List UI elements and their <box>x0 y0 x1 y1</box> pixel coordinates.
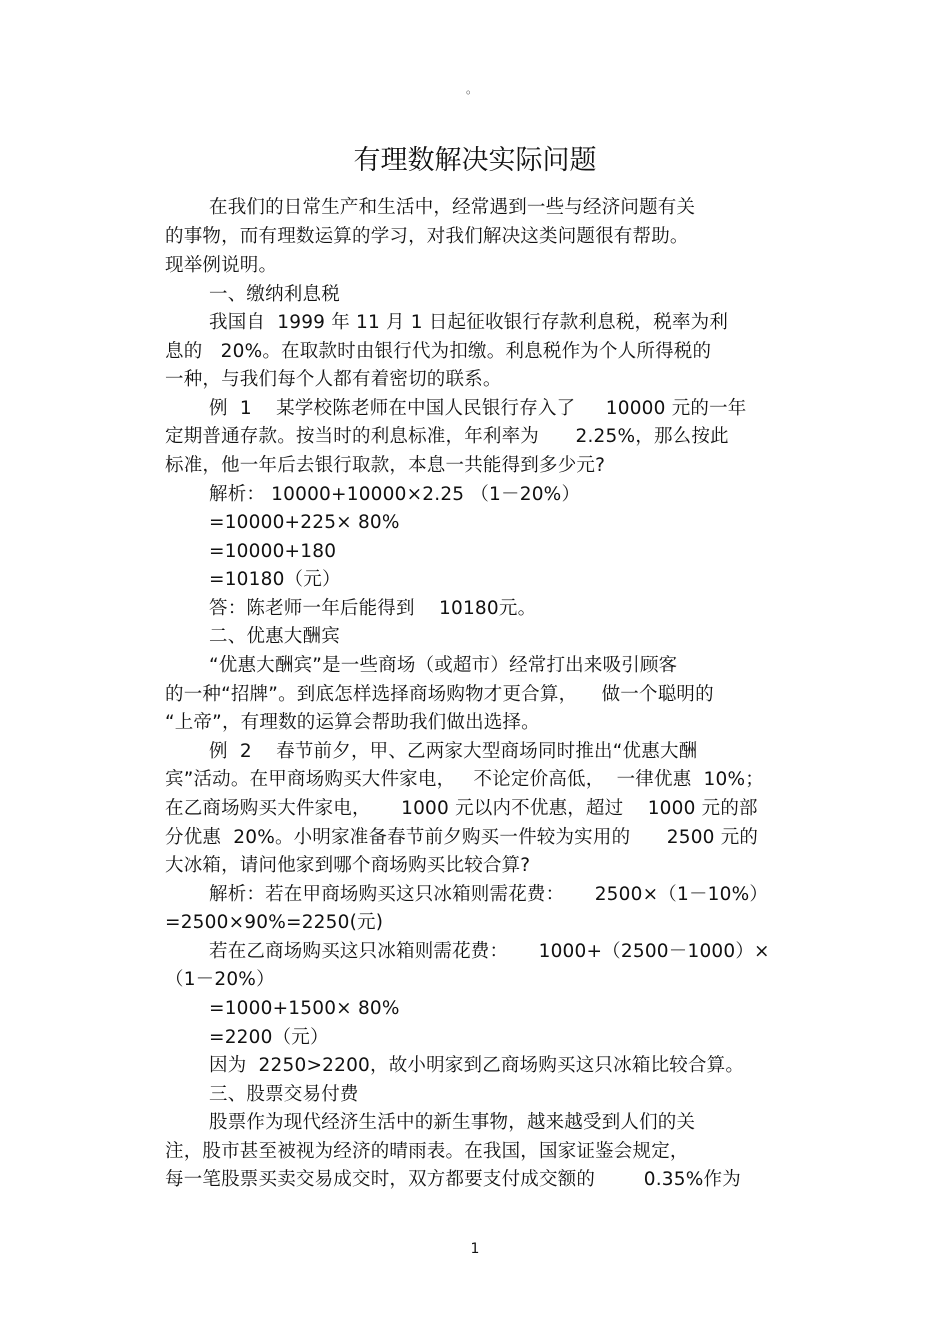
section-heading: 二、优惠大酬宾 <box>209 626 340 647</box>
paragraph-line: 现举例说明。 <box>165 255 278 276</box>
paragraph-line: 每一笔股票买卖交易成交时，双方都要支付成交额的 0.35%作为 <box>165 1169 741 1190</box>
page-number: 1 <box>470 1241 480 1257</box>
formula-line: =2200（元） <box>209 1027 329 1048</box>
paragraph-line: 我国自 1999 年 11 月 1 日起征收银行存款利息税，税率为利 <box>209 312 729 333</box>
formula-line: =10000+225× 80% <box>209 512 400 533</box>
paragraph-line: 股票作为现代经济生活中的新生事物，越来越受到人们的关 <box>209 1112 696 1133</box>
paragraph-line: 例 1 某学校陈老师在中国人民银行存入了 10000 元的一年 <box>209 398 747 419</box>
paragraph-line: 答：陈老师一年后能得到 10180元。 <box>209 598 537 619</box>
paragraph-line: 标准，他一年后去银行取款，本息一共能得到多少元? <box>165 455 606 476</box>
paragraph-line: 在我们的日常生产和生活中，经常遇到一些与经济问题有关 <box>209 197 696 218</box>
formula-line: =2500×90%=2250(元) <box>165 912 384 933</box>
paragraph-line: “上帝”，有理数的运算会帮助我们做出选择。 <box>165 712 540 733</box>
section-heading: 三、股票交易付费 <box>209 1084 359 1105</box>
paragraph-line: 一种，与我们每个人都有着密切的联系。 <box>165 369 502 390</box>
page-title: 有理数解决实际问题 <box>353 145 597 176</box>
paragraph-line: 的事物，而有理数运算的学习，对我们解决这类问题很有帮助。 <box>165 226 689 247</box>
paragraph-line: 因为 2250>2200，故小明家到乙商场购买这只冰箱比较合算。 <box>209 1055 745 1076</box>
paragraph-line: 宾”活动。在甲商场购买大件家电， 不论定价高低， 一律优惠 10%； <box>165 769 764 790</box>
formula-line: =10180（元） <box>209 569 341 590</box>
paragraph-line: 例 2 春节前夕，甲、乙两家大型商场同时推出“优惠大酬 <box>209 741 698 762</box>
formula-line: =1000+1500× 80% <box>209 998 400 1019</box>
paragraph-line: 大冰箱，请问他家到哪个商场购买比较合算? <box>165 855 531 876</box>
paragraph-line: 的一种“招牌”。到底怎样选择商场购物才更合算， 做一个聪明的 <box>165 684 714 705</box>
paragraph-line: “优惠大酬宾”是一些商场（或超市）经常打出来吸引顾客 <box>209 655 678 676</box>
formula-line: 解析：若在甲商场购买这只冰箱则需花费： 2500×（1－10%） <box>209 884 769 905</box>
formula-line: 解析： 10000+10000×2.25 （1－20%） <box>209 484 581 505</box>
paragraph-line: 息的 20%。在取款时由银行代为扣缴。利息税作为个人所得税的 <box>165 341 712 362</box>
paragraph-line: 在乙商场购买大件家电， 1000 元以内不优惠，超过 1000 元的部 <box>165 798 758 819</box>
section-heading: 一、缴纳利息税 <box>209 284 340 305</box>
paragraph-line: 注，股市甚至被视为经济的晴雨表。在我国，国家证鉴会规定， <box>165 1141 689 1162</box>
paragraph-line: 定期普通存款。按当时的利息标准，年利率为 2.25%，那么按此 <box>165 426 729 447</box>
formula-line: 若在乙商场购买这只冰箱则需花费： 1000+（2500－1000）× <box>209 941 770 962</box>
formula-line: =10000+180 <box>209 541 337 562</box>
paragraph-line: 分优惠 20%。小明家准备春节前夕购买一件较为实用的 2500 元的 <box>165 827 759 848</box>
header-mark: 。 <box>466 82 479 96</box>
formula-line: （1－20%） <box>165 969 275 990</box>
